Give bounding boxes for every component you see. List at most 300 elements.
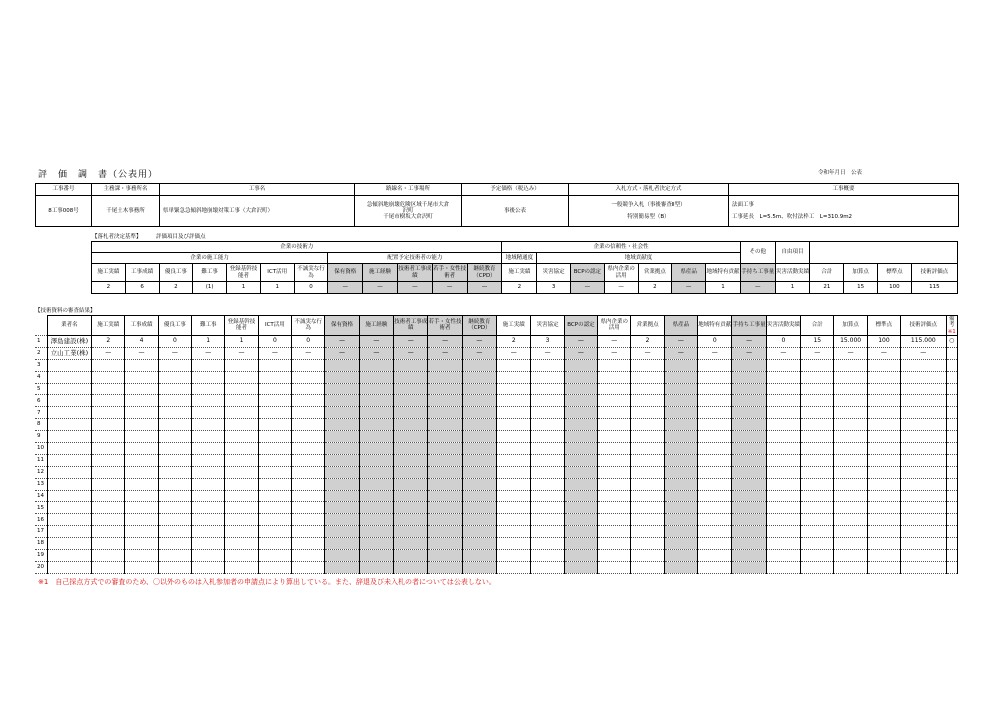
result-cell: [698, 431, 732, 443]
result-cell: [292, 561, 325, 573]
criteria-value: 2: [92, 282, 126, 294]
result-cell: 0: [292, 335, 325, 347]
results-column-header: BCPの認定: [564, 316, 597, 336]
result-cell: [258, 359, 291, 371]
bidder-name: [47, 383, 91, 395]
result-cell: [867, 561, 900, 573]
header-summary: 工事概要: [729, 184, 959, 196]
bidder-name: [47, 419, 91, 431]
result-cell: [192, 502, 225, 514]
result-cell: [394, 407, 428, 419]
result-cell: [801, 407, 834, 419]
result-cell: [92, 407, 125, 419]
result-cell: [359, 383, 393, 395]
result-cell: [258, 454, 291, 466]
result-cell: [766, 419, 800, 431]
result-cell: [766, 502, 800, 514]
sub-engineer: 配置予定技術者の能力: [328, 253, 502, 264]
result-cell: [394, 359, 428, 371]
result-cell: [225, 442, 258, 454]
result-cell: [92, 538, 125, 550]
result-cell: [428, 395, 462, 407]
result-cell: [901, 407, 946, 419]
result-cell: [325, 419, 359, 431]
result-cell: [698, 526, 732, 538]
project-info-table: [35, 183, 959, 227]
result-cell: [225, 454, 258, 466]
result-cell: [901, 359, 946, 371]
sub-construction: 企業の施工能力: [92, 253, 328, 264]
results-column-header: 継続教育（CPD）: [462, 316, 496, 336]
result-cell: [394, 478, 428, 490]
result-cell: [258, 538, 291, 550]
result-cell: —: [92, 347, 125, 359]
result-cell: [292, 419, 325, 431]
result-cell: 3: [531, 335, 564, 347]
criteria-column-header: 地域特有貢献: [706, 264, 741, 282]
result-cell: [834, 561, 867, 573]
result-cell: [258, 407, 291, 419]
result-cell: [92, 478, 125, 490]
criteria-value: —: [672, 282, 706, 294]
result-cell: 0: [158, 335, 191, 347]
result-cell: 0: [698, 335, 732, 347]
results-column-header: 県産品: [664, 316, 697, 336]
result-cell: [598, 526, 631, 538]
result-cell: [598, 431, 631, 443]
result-cell: [631, 549, 664, 561]
criteria-column-header: 県産品: [672, 264, 706, 282]
result-cell: [192, 478, 225, 490]
result-cell: [497, 514, 531, 526]
criteria-value: 0: [294, 282, 328, 294]
result-cell: [664, 383, 697, 395]
location-line-1: 急傾斜地崩壊危険区域千尾市大倉: [366, 201, 450, 208]
result-cell: [158, 490, 191, 502]
result-cell: [497, 431, 531, 443]
result-cell: [766, 478, 800, 490]
result-cell: [92, 383, 125, 395]
criteria-value: 100: [877, 282, 911, 294]
result-cell: [598, 490, 631, 502]
result-cell: [766, 359, 800, 371]
remark-cell: [946, 538, 957, 550]
table-row: [35, 454, 958, 466]
result-cell: —: [292, 347, 325, 359]
result-cell: [834, 419, 867, 431]
result-cell: [801, 538, 834, 550]
result-cell: [834, 514, 867, 526]
result-cell: [801, 490, 834, 502]
result-cell: [901, 466, 946, 478]
result-cell: [801, 514, 834, 526]
result-cell: [258, 561, 291, 573]
table-row: [35, 335, 958, 347]
result-cell: [664, 407, 697, 419]
result-cell: [462, 359, 496, 371]
result-cell: —: [564, 347, 597, 359]
result-cell: [497, 407, 531, 419]
criteria-value: 2: [502, 282, 537, 294]
row-number: 1: [35, 335, 47, 347]
criteria-column-header: 県内企業の活用: [604, 264, 638, 282]
result-cell: [258, 502, 291, 514]
result-cell: [531, 514, 564, 526]
bidder-name: [47, 466, 91, 478]
result-cell: [664, 549, 697, 561]
row-number: 13: [35, 478, 47, 490]
results-column-header: 保有資格: [325, 316, 359, 336]
result-cell: 100: [867, 335, 900, 347]
result-cell: [158, 395, 191, 407]
result-cell: [92, 431, 125, 443]
result-cell: [497, 371, 531, 383]
result-cell: [192, 395, 225, 407]
row-number: 2: [35, 347, 47, 359]
result-cell: [698, 383, 732, 395]
result-cell: [834, 549, 867, 561]
result-cell: [359, 526, 393, 538]
criteria-column-header: 登録基幹技能者: [227, 264, 261, 282]
table-row: [35, 478, 958, 490]
result-cell: [462, 407, 496, 419]
result-cell: [664, 502, 697, 514]
result-cell: [428, 442, 462, 454]
result-cell: [766, 538, 800, 550]
bidder-name: [47, 431, 91, 443]
result-cell: [158, 407, 191, 419]
criteria-column-header: 技術評価点: [911, 264, 957, 282]
result-cell: [901, 478, 946, 490]
result-cell: [292, 407, 325, 419]
result-cell: [428, 538, 462, 550]
result-cell: [258, 431, 291, 443]
result-cell: [325, 442, 359, 454]
group-trust: 企業の信頼性・社会性: [502, 242, 740, 253]
results-column-header: ICT活用: [258, 316, 291, 336]
result-cell: —: [125, 347, 158, 359]
criteria-column-header: 継続教育（CPD）: [467, 264, 502, 282]
result-cell: —: [462, 347, 496, 359]
result-cell: [867, 454, 900, 466]
result-cell: [631, 407, 664, 419]
result-cell: [867, 419, 900, 431]
result-cell: [462, 526, 496, 538]
result-cell: [598, 561, 631, 573]
result-cell: [598, 442, 631, 454]
result-cell: [292, 526, 325, 538]
result-cell: [564, 561, 597, 573]
result-cell: [564, 359, 597, 371]
criteria-column-header: 施工実績: [502, 264, 537, 282]
table-row: [35, 502, 958, 514]
result-cell: [428, 419, 462, 431]
result-cell: [732, 454, 766, 466]
result-cell: [125, 526, 158, 538]
remark-cell: [946, 502, 957, 514]
result-cell: [732, 538, 766, 550]
table-row: [35, 395, 958, 407]
result-cell: [125, 514, 158, 526]
bidder-name: [47, 549, 91, 561]
row-number: 9: [35, 431, 47, 443]
result-cell: [664, 442, 697, 454]
result-cell: [901, 395, 946, 407]
result-cell: [225, 395, 258, 407]
result-cell: [564, 538, 597, 550]
result-cell: [192, 561, 225, 573]
result-cell: [732, 359, 766, 371]
result-cell: [192, 549, 225, 561]
result-cell: [462, 466, 496, 478]
result-cell: [631, 454, 664, 466]
result-cell: [394, 490, 428, 502]
result-cell: [867, 407, 900, 419]
result-cell: [462, 538, 496, 550]
result-cell: [292, 478, 325, 490]
result-cell: [292, 490, 325, 502]
criteria-value: 115: [911, 282, 957, 294]
result-cell: [92, 466, 125, 478]
header-method: 入札方式・落札者決定方式: [569, 184, 729, 196]
criteria-value: —: [397, 282, 432, 294]
result-cell: [225, 490, 258, 502]
result-cell: [867, 502, 900, 514]
project-price: 事後公表: [462, 196, 569, 227]
result-cell: —: [325, 347, 359, 359]
criteria-value: 15: [844, 282, 878, 294]
result-cell: [564, 371, 597, 383]
bidder-name: [47, 395, 91, 407]
result-cell: [158, 478, 191, 490]
remark-cell: [946, 395, 957, 407]
result-cell: [531, 359, 564, 371]
row-number: 7: [35, 407, 47, 419]
results-column-header: 登録基幹技能者: [225, 316, 258, 336]
result-cell: [158, 538, 191, 550]
result-cell: [292, 442, 325, 454]
result-cell: [834, 383, 867, 395]
header-project-number: 工事番号: [36, 184, 92, 196]
results-column-header: 手持ち工事量: [732, 316, 766, 336]
result-cell: —: [394, 335, 428, 347]
result-cell: [158, 442, 191, 454]
result-cell: [125, 407, 158, 419]
result-cell: [258, 442, 291, 454]
result-cell: [394, 502, 428, 514]
result-cell: —: [359, 335, 393, 347]
result-cell: [428, 549, 462, 561]
results-column-header: 合計: [801, 316, 834, 336]
row-number: 12: [35, 466, 47, 478]
table-row: [35, 466, 958, 478]
header-project-name: 工事名: [160, 184, 355, 196]
criteria-column-header: 標準点: [877, 264, 911, 282]
result-cell: [598, 538, 631, 550]
result-cell: [462, 561, 496, 573]
result-cell: [92, 526, 125, 538]
result-cell: —: [428, 347, 462, 359]
result-cell: [394, 454, 428, 466]
result-cell: [359, 466, 393, 478]
remark-cell: [946, 431, 957, 443]
result-cell: [359, 407, 393, 419]
results-section-label: 【技術資料の審査結果】: [35, 308, 96, 314]
result-cell: [394, 514, 428, 526]
result-cell: [359, 419, 393, 431]
table-row: [35, 383, 958, 395]
result-cell: [292, 395, 325, 407]
result-cell: [867, 478, 900, 490]
result-cell: [125, 454, 158, 466]
result-cell: [766, 442, 800, 454]
result-cell: [359, 549, 393, 561]
result-cell: [497, 561, 531, 573]
result-cell: [698, 538, 732, 550]
results-column-header: [946, 316, 957, 336]
result-cell: [225, 419, 258, 431]
result-cell: [158, 454, 191, 466]
result-cell: [732, 442, 766, 454]
result-cell: [92, 490, 125, 502]
result-cell: [698, 442, 732, 454]
result-cell: [766, 549, 800, 561]
result-cell: [901, 538, 946, 550]
sub-local: 地域精通度: [502, 253, 537, 264]
result-cell: [834, 490, 867, 502]
bidder-name: [47, 371, 91, 383]
result-cell: [901, 383, 946, 395]
result-cell: [428, 371, 462, 383]
result-cell: [598, 419, 631, 431]
result-cell: [258, 383, 291, 395]
result-cell: —: [834, 347, 867, 359]
result-cell: [531, 502, 564, 514]
result-cell: [325, 514, 359, 526]
result-cell: [428, 502, 462, 514]
result-cell: [732, 514, 766, 526]
table-row: [35, 419, 958, 431]
result-cell: [564, 454, 597, 466]
result-cell: [631, 514, 664, 526]
result-cell: [564, 466, 597, 478]
result-cell: [564, 442, 597, 454]
result-cell: [428, 454, 462, 466]
result-cell: [766, 490, 800, 502]
row-number: 6: [35, 395, 47, 407]
result-cell: [867, 490, 900, 502]
result-cell: [766, 466, 800, 478]
result-cell: 115.000: [901, 335, 946, 347]
result-cell: [564, 526, 597, 538]
criteria-section-sublabel: 評価項目及び評価点: [156, 234, 206, 240]
result-cell: [564, 419, 597, 431]
result-cell: —: [664, 347, 697, 359]
bidder-name: [47, 502, 91, 514]
bidder-name: [47, 478, 91, 490]
bidder-name: [47, 526, 91, 538]
table-row: [35, 431, 958, 443]
result-cell: [631, 538, 664, 550]
result-cell: [394, 383, 428, 395]
result-cell: [766, 371, 800, 383]
results-column-header: 営業拠点: [631, 316, 664, 336]
remark-cell: [946, 359, 957, 371]
summary-line-1: 法面工事: [732, 201, 755, 208]
table-row: [35, 347, 958, 359]
result-cell: [497, 359, 531, 371]
result-cell: [631, 502, 664, 514]
result-cell: [598, 407, 631, 419]
result-cell: [325, 466, 359, 478]
result-cell: [497, 454, 531, 466]
result-cell: [564, 478, 597, 490]
result-cell: [732, 466, 766, 478]
result-cell: [801, 549, 834, 561]
result-cell: [834, 371, 867, 383]
result-cell: —: [428, 335, 462, 347]
result-cell: [497, 478, 531, 490]
result-cell: [192, 442, 225, 454]
result-cell: [158, 561, 191, 573]
criteria-column-header: 技術者工事成績: [397, 264, 432, 282]
result-cell: [732, 371, 766, 383]
result-cell: [359, 490, 393, 502]
result-cell: [631, 419, 664, 431]
result-cell: [867, 359, 900, 371]
result-cell: 1: [225, 335, 258, 347]
result-cell: [801, 561, 834, 573]
result-cell: [901, 431, 946, 443]
result-cell: [664, 478, 697, 490]
result-cell: 15: [801, 335, 834, 347]
row-number: 17: [35, 526, 47, 538]
result-cell: [901, 419, 946, 431]
result-cell: [834, 431, 867, 443]
result-cell: [325, 383, 359, 395]
table-row: [35, 526, 958, 538]
result-cell: [631, 395, 664, 407]
criteria-value: —: [570, 282, 604, 294]
result-cell: [258, 478, 291, 490]
result-cell: [631, 371, 664, 383]
result-cell: [664, 526, 697, 538]
remark-cell: [946, 466, 957, 478]
result-cell: [359, 395, 393, 407]
published-date: 令和年月日 公表: [818, 170, 863, 176]
result-cell: [125, 478, 158, 490]
result-cell: [698, 561, 732, 573]
result-cell: [462, 419, 496, 431]
criteria-value: 6: [125, 282, 159, 294]
criteria-table: [91, 241, 958, 294]
result-cell: [92, 442, 125, 454]
result-cell: [125, 419, 158, 431]
group-tech: 企業の技術力: [92, 242, 502, 253]
result-cell: [92, 549, 125, 561]
result-cell: [92, 502, 125, 514]
result-cell: [292, 502, 325, 514]
result-cell: [901, 442, 946, 454]
result-cell: [664, 514, 697, 526]
result-cell: [92, 514, 125, 526]
result-cell: [158, 549, 191, 561]
header-price: 予定価格（税込み）: [462, 184, 569, 196]
result-cell: [834, 526, 867, 538]
result-cell: [325, 407, 359, 419]
result-cell: [698, 371, 732, 383]
result-cell: —: [462, 335, 496, 347]
